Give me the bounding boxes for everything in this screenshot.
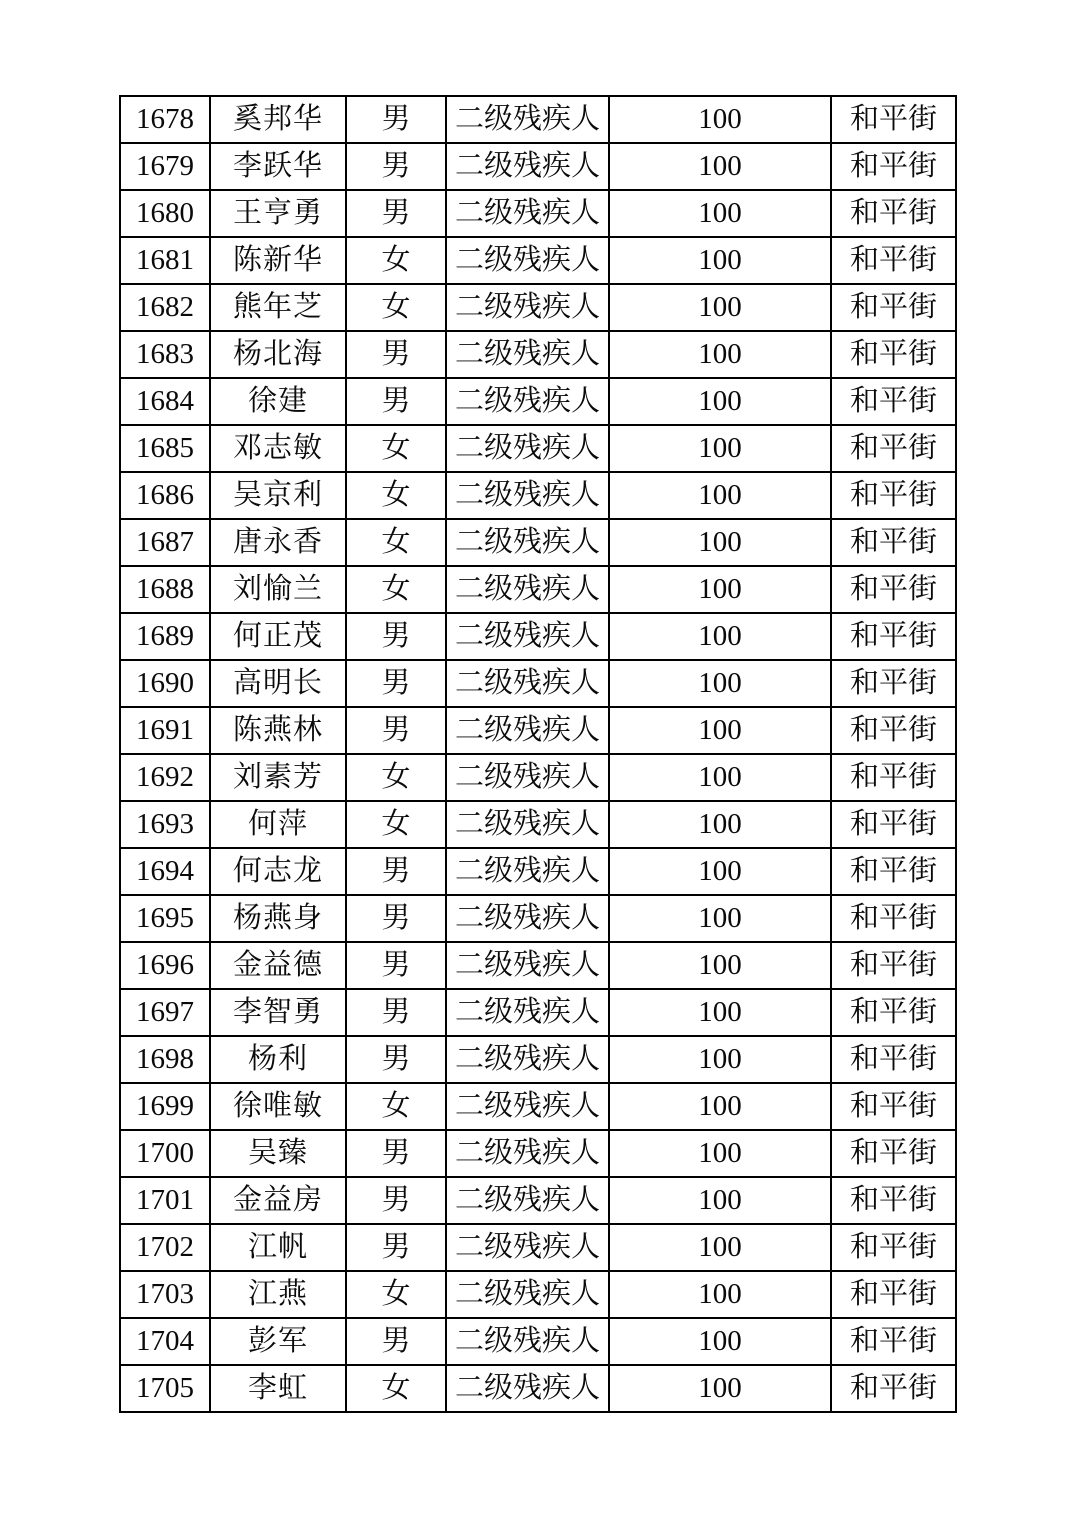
cell-name: 唐永香 [210, 519, 346, 566]
table-row [120, 425, 956, 472]
cell-name: 何萍 [210, 801, 346, 848]
cell-amount: 100 [609, 1271, 831, 1318]
cell-serial-number: 1702 [120, 1224, 210, 1271]
cell-gender: 女 [346, 237, 446, 284]
cell-street: 和平街 [831, 942, 956, 989]
cell-street: 和平街 [831, 378, 956, 425]
cell-serial-number: 1701 [120, 1177, 210, 1224]
cell-name: 李虹 [210, 1365, 346, 1412]
table-row [120, 801, 956, 848]
table-row [120, 895, 956, 942]
cell-name: 吴臻 [210, 1130, 346, 1177]
cell-amount: 100 [609, 754, 831, 801]
cell-gender: 男 [346, 1130, 446, 1177]
cell-category: 二级残疾人 [446, 895, 609, 942]
cell-serial-number: 1704 [120, 1318, 210, 1365]
cell-street: 和平街 [831, 989, 956, 1036]
cell-serial-number: 1683 [120, 331, 210, 378]
table-row [120, 96, 956, 143]
cell-amount: 100 [609, 1224, 831, 1271]
table-row [120, 942, 956, 989]
cell-category: 二级残疾人 [446, 707, 609, 754]
cell-serial-number: 1697 [120, 989, 210, 1036]
table-row [120, 1130, 956, 1177]
cell-serial-number: 1698 [120, 1036, 210, 1083]
cell-name: 熊年芝 [210, 284, 346, 331]
cell-serial-number: 1703 [120, 1271, 210, 1318]
cell-category: 二级残疾人 [446, 613, 609, 660]
cell-gender: 男 [346, 895, 446, 942]
cell-name: 杨北海 [210, 331, 346, 378]
cell-category: 二级残疾人 [446, 942, 609, 989]
cell-street: 和平街 [831, 848, 956, 895]
cell-street: 和平街 [831, 1036, 956, 1083]
cell-amount: 100 [609, 331, 831, 378]
cell-gender: 男 [346, 660, 446, 707]
cell-gender: 女 [346, 754, 446, 801]
cell-category: 二级残疾人 [446, 848, 609, 895]
cell-amount: 100 [609, 660, 831, 707]
disability-subsidy-table [119, 95, 957, 1413]
cell-street: 和平街 [831, 1318, 956, 1365]
table-row [120, 143, 956, 190]
cell-serial-number: 1687 [120, 519, 210, 566]
cell-street: 和平街 [831, 1177, 956, 1224]
cell-serial-number: 1678 [120, 96, 210, 143]
cell-gender: 男 [346, 331, 446, 378]
cell-category: 二级残疾人 [446, 237, 609, 284]
cell-gender: 男 [346, 96, 446, 143]
cell-serial-number: 1686 [120, 472, 210, 519]
cell-amount: 100 [609, 190, 831, 237]
cell-name: 吴京利 [210, 472, 346, 519]
cell-street: 和平街 [831, 284, 956, 331]
cell-serial-number: 1693 [120, 801, 210, 848]
cell-amount: 100 [609, 519, 831, 566]
cell-amount: 100 [609, 1083, 831, 1130]
cell-street: 和平街 [831, 519, 956, 566]
cell-street: 和平街 [831, 96, 956, 143]
table-row [120, 1271, 956, 1318]
cell-name: 刘愉兰 [210, 566, 346, 613]
cell-name: 高明长 [210, 660, 346, 707]
cell-gender: 男 [346, 190, 446, 237]
cell-serial-number: 1689 [120, 613, 210, 660]
cell-amount: 100 [609, 425, 831, 472]
table-row [120, 1083, 956, 1130]
table-row [120, 660, 956, 707]
cell-amount: 100 [609, 895, 831, 942]
cell-category: 二级残疾人 [446, 1130, 609, 1177]
cell-name: 何正茂 [210, 613, 346, 660]
cell-amount: 100 [609, 378, 831, 425]
cell-name: 刘素芳 [210, 754, 346, 801]
cell-serial-number: 1684 [120, 378, 210, 425]
cell-amount: 100 [609, 989, 831, 1036]
cell-gender: 女 [346, 425, 446, 472]
cell-serial-number: 1705 [120, 1365, 210, 1412]
cell-street: 和平街 [831, 895, 956, 942]
cell-serial-number: 1695 [120, 895, 210, 942]
table-row [120, 519, 956, 566]
cell-amount: 100 [609, 284, 831, 331]
cell-street: 和平街 [831, 1271, 956, 1318]
cell-category: 二级残疾人 [446, 331, 609, 378]
cell-category: 二级残疾人 [446, 284, 609, 331]
cell-gender: 男 [346, 942, 446, 989]
table-row [120, 378, 956, 425]
cell-gender: 女 [346, 284, 446, 331]
cell-name: 徐唯敏 [210, 1083, 346, 1130]
cell-name: 王亨勇 [210, 190, 346, 237]
table-row [120, 754, 956, 801]
cell-name: 杨利 [210, 1036, 346, 1083]
cell-category: 二级残疾人 [446, 519, 609, 566]
cell-serial-number: 1685 [120, 425, 210, 472]
cell-street: 和平街 [831, 190, 956, 237]
cell-amount: 100 [609, 96, 831, 143]
cell-category: 二级残疾人 [446, 190, 609, 237]
cell-serial-number: 1679 [120, 143, 210, 190]
cell-name: 李跃华 [210, 143, 346, 190]
cell-street: 和平街 [831, 472, 956, 519]
cell-gender: 男 [346, 1177, 446, 1224]
cell-serial-number: 1691 [120, 707, 210, 754]
cell-amount: 100 [609, 237, 831, 284]
cell-street: 和平街 [831, 1365, 956, 1412]
cell-gender: 男 [346, 989, 446, 1036]
cell-name: 江帆 [210, 1224, 346, 1271]
cell-serial-number: 1682 [120, 284, 210, 331]
cell-gender: 男 [346, 848, 446, 895]
cell-gender: 男 [346, 1224, 446, 1271]
cell-street: 和平街 [831, 425, 956, 472]
cell-serial-number: 1692 [120, 754, 210, 801]
cell-name: 杨燕身 [210, 895, 346, 942]
cell-amount: 100 [609, 1036, 831, 1083]
cell-category: 二级残疾人 [446, 378, 609, 425]
cell-serial-number: 1680 [120, 190, 210, 237]
cell-serial-number: 1700 [120, 1130, 210, 1177]
cell-serial-number: 1696 [120, 942, 210, 989]
cell-amount: 100 [609, 848, 831, 895]
cell-name: 金益房 [210, 1177, 346, 1224]
cell-street: 和平街 [831, 1130, 956, 1177]
cell-gender: 男 [346, 1318, 446, 1365]
cell-street: 和平街 [831, 237, 956, 284]
table-row [120, 1318, 956, 1365]
table-row [120, 190, 956, 237]
cell-street: 和平街 [831, 801, 956, 848]
cell-gender: 女 [346, 801, 446, 848]
cell-gender: 女 [346, 566, 446, 613]
cell-amount: 100 [609, 143, 831, 190]
cell-amount: 100 [609, 942, 831, 989]
cell-category: 二级残疾人 [446, 1083, 609, 1130]
cell-gender: 男 [346, 613, 446, 660]
cell-name: 何志龙 [210, 848, 346, 895]
table-row [120, 566, 956, 613]
cell-serial-number: 1694 [120, 848, 210, 895]
cell-name: 金益德 [210, 942, 346, 989]
cell-name: 彭军 [210, 1318, 346, 1365]
cell-amount: 100 [609, 472, 831, 519]
table-row [120, 989, 956, 1036]
cell-gender: 女 [346, 1271, 446, 1318]
table-row [120, 613, 956, 660]
cell-category: 二级残疾人 [446, 1224, 609, 1271]
cell-name: 江燕 [210, 1271, 346, 1318]
table-row [120, 284, 956, 331]
cell-amount: 100 [609, 1365, 831, 1412]
cell-amount: 100 [609, 566, 831, 613]
cell-gender: 女 [346, 1083, 446, 1130]
cell-name: 徐建 [210, 378, 346, 425]
cell-category: 二级残疾人 [446, 801, 609, 848]
cell-category: 二级残疾人 [446, 472, 609, 519]
cell-category: 二级残疾人 [446, 96, 609, 143]
cell-street: 和平街 [831, 754, 956, 801]
cell-street: 和平街 [831, 331, 956, 378]
cell-gender: 女 [346, 472, 446, 519]
cell-name: 李智勇 [210, 989, 346, 1036]
cell-category: 二级残疾人 [446, 1036, 609, 1083]
cell-name: 陈燕林 [210, 707, 346, 754]
cell-amount: 100 [609, 801, 831, 848]
table-row [120, 237, 956, 284]
table-row [120, 331, 956, 378]
cell-amount: 100 [609, 1130, 831, 1177]
cell-name: 邓志敏 [210, 425, 346, 472]
cell-serial-number: 1681 [120, 237, 210, 284]
table-row [120, 1224, 956, 1271]
cell-name: 奚邦华 [210, 96, 346, 143]
table-row [120, 1365, 956, 1412]
cell-serial-number: 1688 [120, 566, 210, 613]
cell-amount: 100 [609, 707, 831, 754]
cell-serial-number: 1690 [120, 660, 210, 707]
cell-gender: 男 [346, 707, 446, 754]
cell-name: 陈新华 [210, 237, 346, 284]
cell-category: 二级残疾人 [446, 660, 609, 707]
cell-category: 二级残疾人 [446, 1318, 609, 1365]
cell-serial-number: 1699 [120, 1083, 210, 1130]
cell-street: 和平街 [831, 1224, 956, 1271]
cell-street: 和平街 [831, 566, 956, 613]
cell-amount: 100 [609, 1318, 831, 1365]
table-row [120, 472, 956, 519]
cell-category: 二级残疾人 [446, 566, 609, 613]
cell-gender: 男 [346, 143, 446, 190]
cell-street: 和平街 [831, 613, 956, 660]
cell-gender: 男 [346, 378, 446, 425]
cell-street: 和平街 [831, 707, 956, 754]
cell-category: 二级残疾人 [446, 425, 609, 472]
cell-gender: 女 [346, 1365, 446, 1412]
cell-category: 二级残疾人 [446, 989, 609, 1036]
cell-gender: 男 [346, 1036, 446, 1083]
cell-street: 和平街 [831, 143, 956, 190]
cell-amount: 100 [609, 1177, 831, 1224]
cell-category: 二级残疾人 [446, 754, 609, 801]
cell-amount: 100 [609, 613, 831, 660]
table-row [120, 1036, 956, 1083]
cell-gender: 女 [346, 519, 446, 566]
table-body [120, 96, 956, 1412]
cell-category: 二级残疾人 [446, 1271, 609, 1318]
table-row [120, 1177, 956, 1224]
table-row [120, 848, 956, 895]
cell-street: 和平街 [831, 1083, 956, 1130]
cell-category: 二级残疾人 [446, 1177, 609, 1224]
cell-street: 和平街 [831, 660, 956, 707]
cell-category: 二级残疾人 [446, 1365, 609, 1412]
table-row [120, 707, 956, 754]
cell-category: 二级残疾人 [446, 143, 609, 190]
